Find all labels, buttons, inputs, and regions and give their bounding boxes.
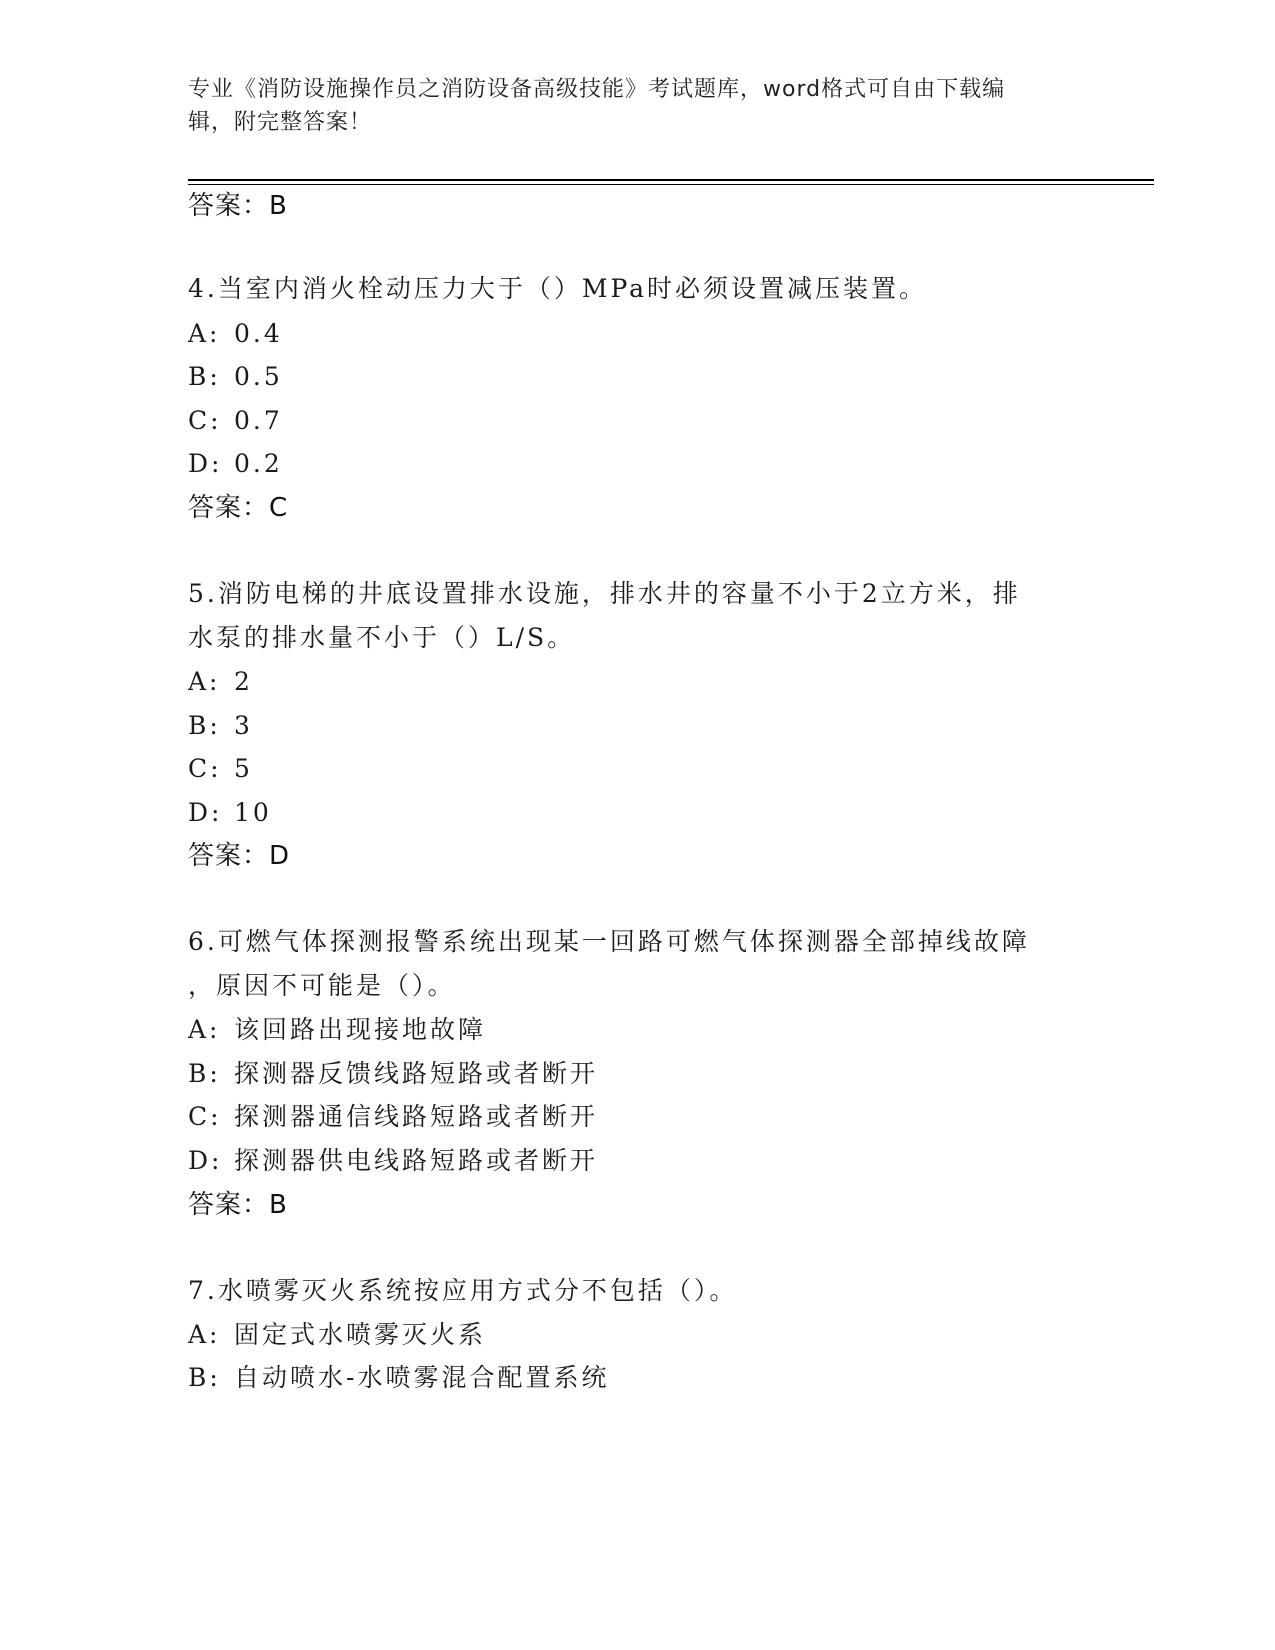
question-7-option-b <box>188 1362 609 1394</box>
question-4-option-b <box>188 361 283 393</box>
option-letter: C: <box>188 1102 222 1131</box>
option-text: 探测器供电线路短路或者断开 <box>234 1146 599 1175</box>
option-letter: A: <box>188 667 221 696</box>
option-letter: B: <box>188 1363 221 1392</box>
question-4-option-c <box>188 405 283 437</box>
option-letter: A: <box>188 319 221 348</box>
header-divider-thin <box>188 184 1154 185</box>
option-letter: D: <box>188 798 223 827</box>
option-text: 3 <box>234 711 253 740</box>
option-text: 10 <box>234 798 272 827</box>
option-letter: D: <box>188 1146 223 1175</box>
option-letter: A: <box>188 1320 221 1349</box>
question-6-stem-line-1: 6.可燃气体探测报警系统出现某一回路可燃气体探测器全部掉线故障 <box>188 927 1030 956</box>
option-text: 0.2 <box>234 449 283 478</box>
option-text: 0.5 <box>234 362 283 391</box>
header-line-2: 辑，附完整答案！ <box>188 110 373 135</box>
previous-answer: 答案：B <box>188 191 288 221</box>
question-4-option-d <box>188 448 283 480</box>
question-5-option-a <box>188 666 253 698</box>
question-7-stem: 7.水喷雾灭火系统按应用方式分不包括（）。 <box>188 1276 738 1305</box>
option-text: 探测器反馈线路短路或者断开 <box>234 1059 599 1088</box>
option-letter: B: <box>188 362 221 391</box>
question-6-option-c <box>188 1101 598 1133</box>
question-4-option-a <box>188 318 283 350</box>
question-4-answer: 答案：C <box>188 493 289 523</box>
option-letter: D: <box>188 449 223 478</box>
option-text: 5 <box>234 754 253 783</box>
option-text: 2 <box>234 667 253 696</box>
question-7-option-a <box>188 1319 486 1351</box>
option-letter: B: <box>188 1059 221 1088</box>
option-letter: B: <box>188 711 221 740</box>
option-letter: A: <box>188 1015 221 1044</box>
header-divider-thick <box>188 179 1154 181</box>
option-text: 0.7 <box>234 406 283 435</box>
question-5-answer: 答案：D <box>188 841 291 871</box>
option-text: 固定式水喷雾灭火系 <box>234 1320 487 1349</box>
option-text: 0.4 <box>234 319 283 348</box>
question-6-answer: 答案：B <box>188 1190 288 1220</box>
option-letter: C: <box>188 754 222 783</box>
option-text: 该回路出现接地故障 <box>234 1015 487 1044</box>
question-6-stem-line-2: ，原因不可能是（）。 <box>188 971 456 1000</box>
option-letter: C: <box>188 406 222 435</box>
option-text: 探测器通信线路短路或者断开 <box>234 1102 599 1131</box>
question-5-stem-line-2: 水泵的排水量不小于（）L/S。 <box>188 623 576 652</box>
question-6-option-d <box>188 1145 598 1177</box>
question-5-stem-line-1: 5.消防电梯的井底设置排水设施，排水井的容量不小于2立方米，排 <box>188 579 1021 608</box>
document-header <box>188 73 1088 139</box>
question-6-option-b <box>188 1058 598 1090</box>
question-4-stem: 4.当室内消火栓动压力大于（）MPa时必须设置减压装置。 <box>188 274 928 303</box>
question-6-option-a <box>188 1014 486 1046</box>
question-5-option-c <box>188 753 253 785</box>
question-5-option-d <box>188 797 272 829</box>
option-text: 自动喷水-水喷雾混合配置系统 <box>234 1363 610 1392</box>
header-line-1: 专业《消防设施操作员之消防设备高级技能》考试题库，word格式可自由下载编 <box>188 77 1006 102</box>
question-5-option-b <box>188 710 253 742</box>
